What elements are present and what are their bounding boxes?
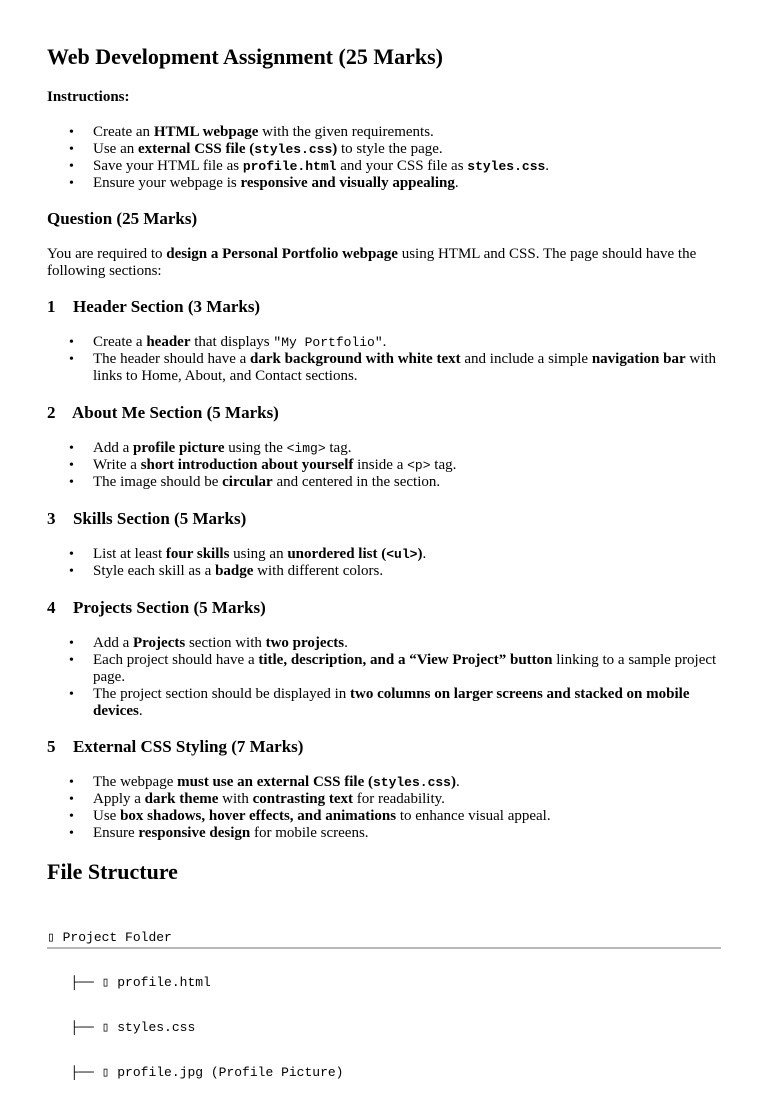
css-section-list [47,774,721,842]
list-item: • The image should be circular and centered in the section. [93,474,721,491]
tree-line-profile-jpg: ├── ▯ profile.jpg (Profile Picture) [47,1065,344,1080]
projects-section-heading: 4⃣ Projects Section (5 Marks) [47,598,266,617]
list-item: • The webpage must use an external CSS file (styles.css). [93,774,721,791]
tree-line-project-folder: ▯ Project Folder [47,930,172,945]
list-item: • The header should have a dark background with white text and include a simple navigation bar with links to Home, About, and Contact sections. [93,351,721,385]
skills-section-heading: 3⃣ Skills Section (5 Marks) [47,509,247,528]
instructions-label: Instructions: [47,89,130,105]
list-item: • Use an external CSS file (styles.css) to style the page. [93,141,721,158]
list-item: • The project section should be displayed in two columns on larger screens and stacked on mobile devices. [93,686,721,720]
list-item: • Add a profile picture using the <img> tag. [93,440,721,457]
list-item: • Use box shadows, hover effects, and animations to enhance visual appeal. [93,808,721,825]
list-item: • Each project should have a title, description, and a “View Project” button linking to a sample project page. [93,652,721,686]
about-section-heading: 2⃣ About Me Section (5 Marks) [47,403,279,422]
document-page [47,0,721,1110]
instructions-list [47,124,721,192]
header-section-heading: 1⃣ Header Section (3 Marks) [47,297,261,316]
css-section-heading: 5⃣ External CSS Styling (7 Marks) [47,737,304,756]
question-intro: You are required to design a Personal Portfolio webpage using HTML and CSS. The page should have the following sections: [47,246,697,279]
projects-section-list [47,635,721,720]
list-item: • Add a Projects section with two projects. [93,635,721,652]
horizontal-rule [47,947,721,949]
list-item: • Write a short introduction about yourself inside a <p> tag. [93,457,721,474]
list-item: • Style each skill as a badge with different colors. [93,563,721,580]
about-section-list [47,440,721,491]
list-item: • Create an HTML webpage with the given requirements. [93,124,721,141]
tree-line-styles-css: ├── ▯ styles.css [47,1020,196,1035]
list-item: • Save your HTML file as profile.html and your CSS file as styles.css. [93,158,721,175]
file-structure-heading: File Structure [47,859,178,884]
question-heading: Question (25 Marks) [47,209,198,228]
list-item: • Apply a dark theme with contrasting text for readability. [93,791,721,808]
document-title: Web Development Assignment (25 Marks) [47,44,443,69]
list-item: • Ensure responsive design for mobile screens. [93,825,721,842]
tree-line-profile-html: ├── ▯ profile.html [47,975,211,990]
list-item: • Ensure your webpage is responsive and visually appealing. [93,175,721,192]
file-structure-tree [47,900,721,1110]
header-section-list [47,334,721,385]
list-item: • List at least four skills using an unordered list (<ul>). [93,546,721,563]
skills-section-list [47,546,721,580]
list-item: • Create a header that displays "My Portfolio". [93,334,721,351]
